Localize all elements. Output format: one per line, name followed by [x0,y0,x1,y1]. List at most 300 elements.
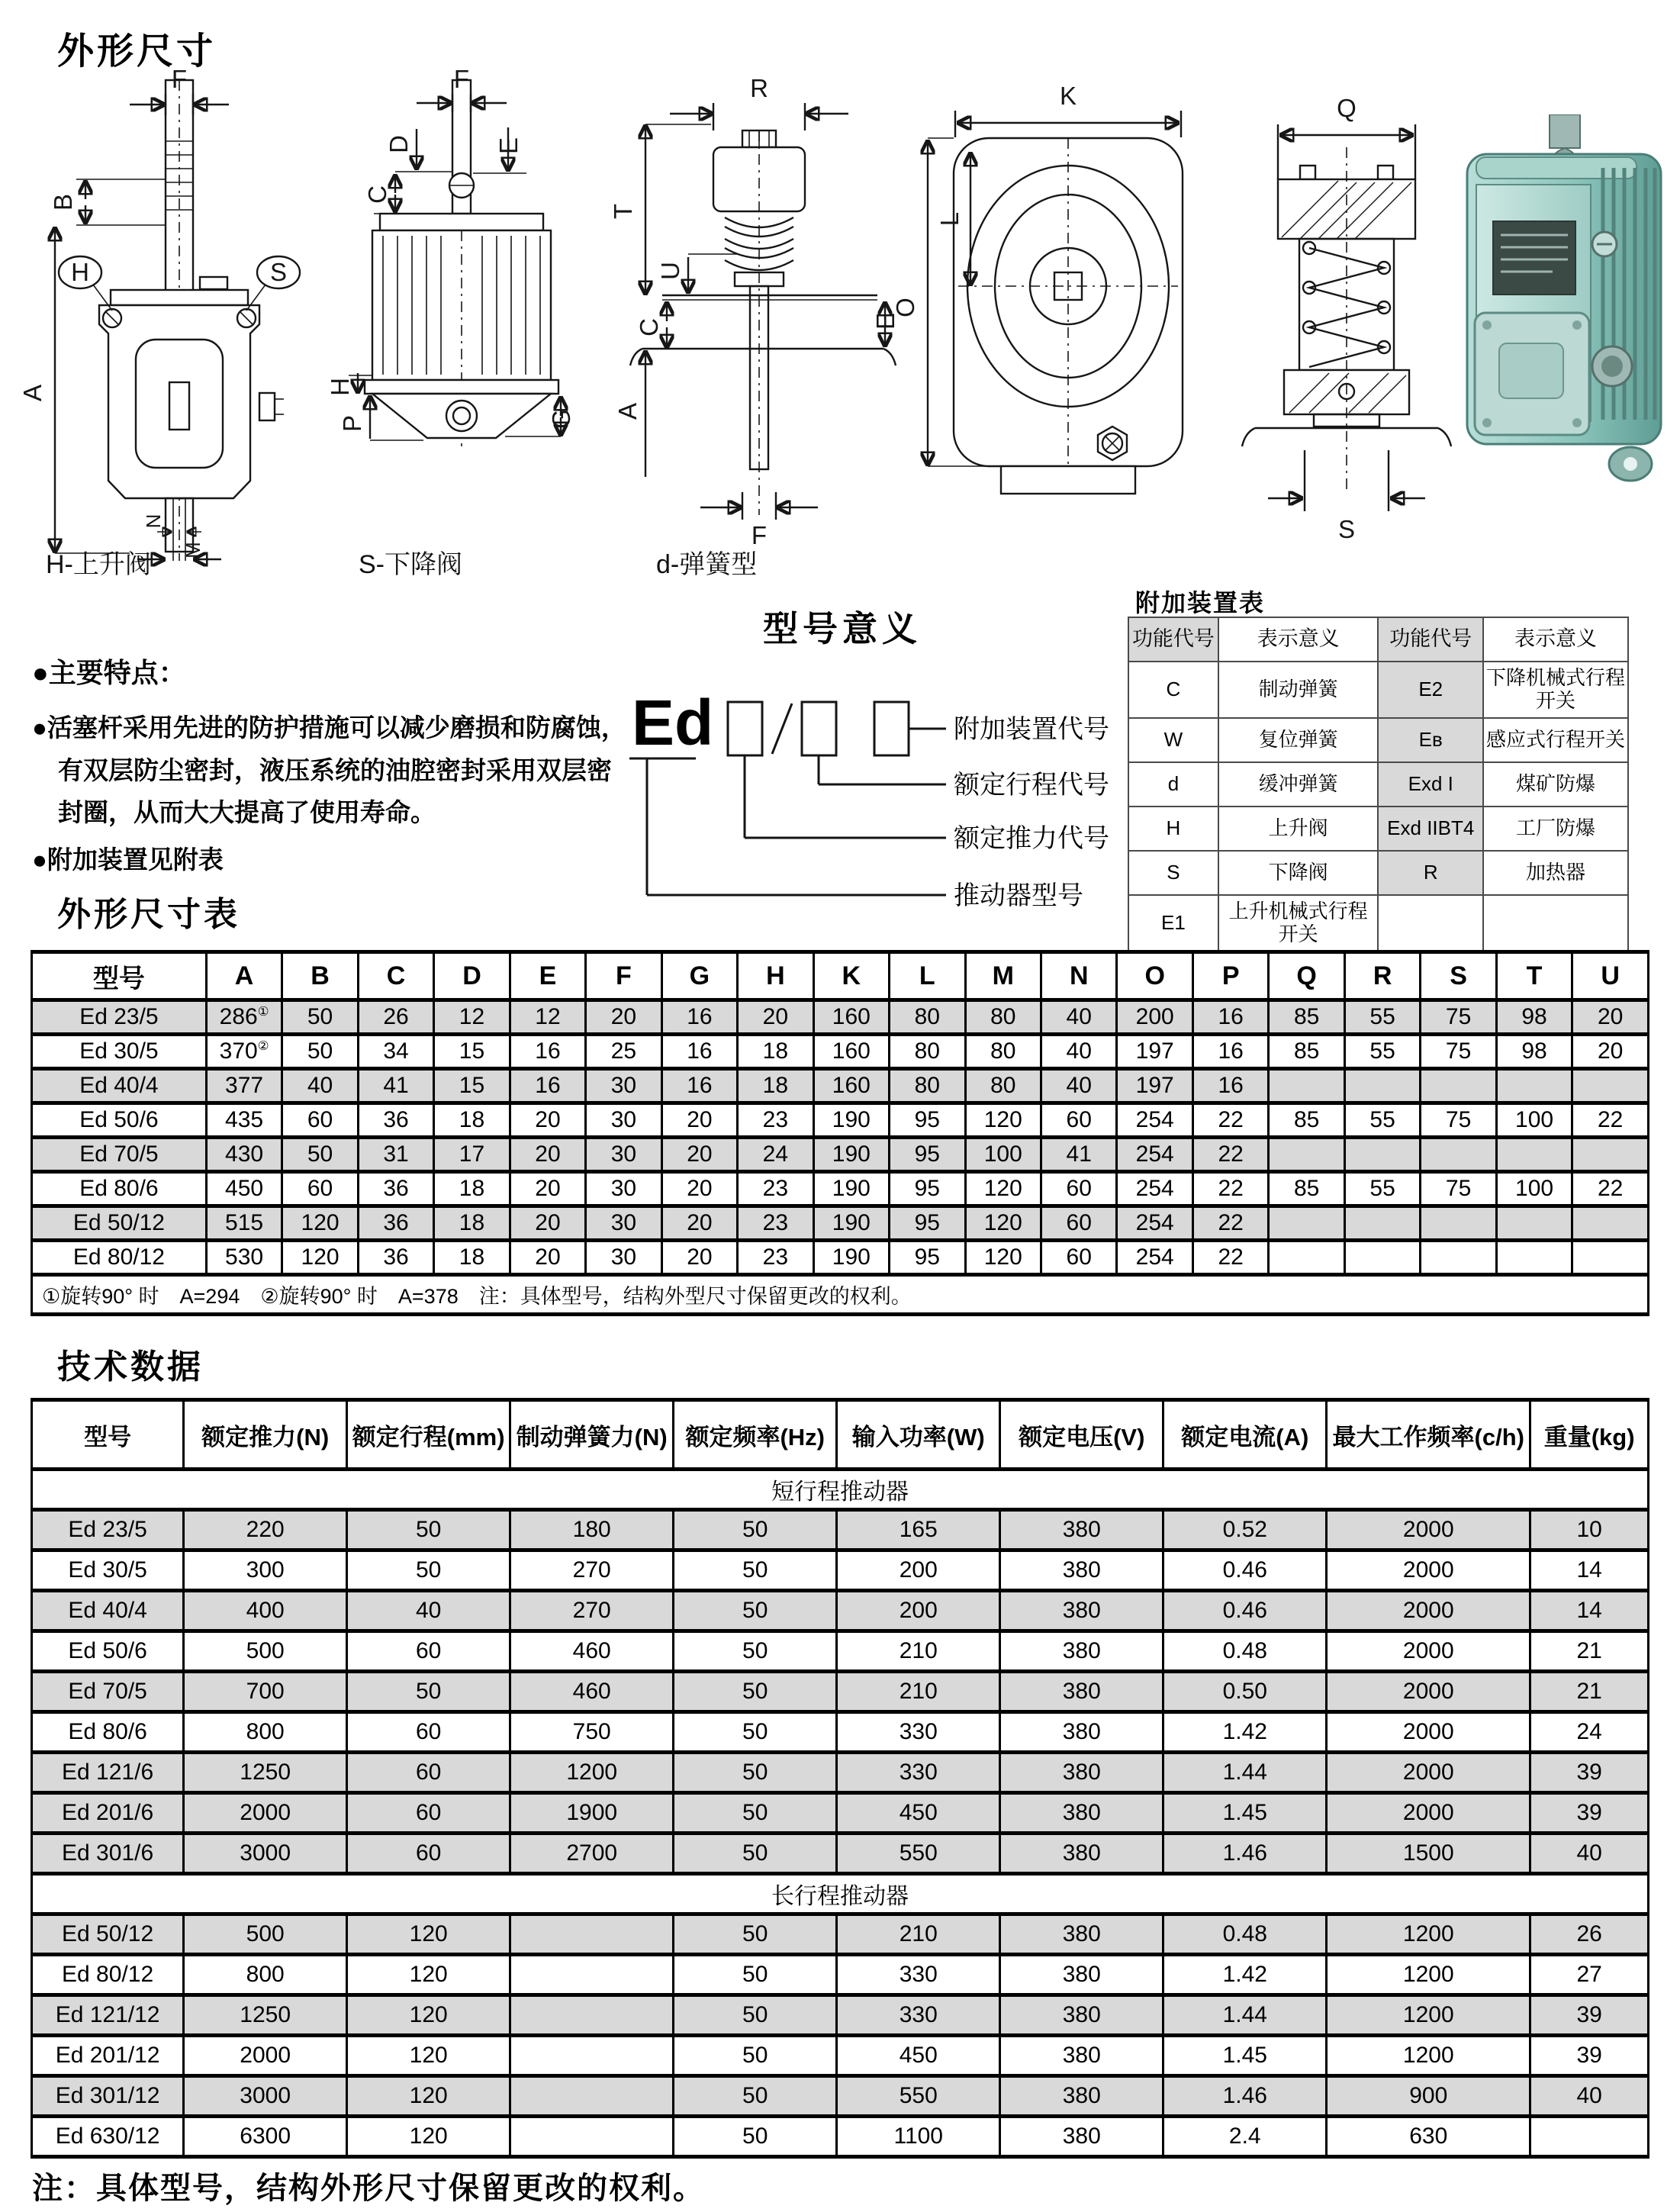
dim-label-H2: H [326,378,354,396]
table-cell: 39 [1530,1995,1649,2036]
column-header: 表示意义 [1483,617,1628,662]
table-cell: 380 [1000,2036,1163,2076]
table-cell: 20 [661,1172,737,1206]
drawing-spring-section [1242,94,1451,543]
table-cell: 20 [1572,1035,1649,1069]
table-cell [1269,1069,1344,1103]
table-cell: 30 [586,1206,661,1241]
table-cell: 330 [837,1995,1000,2036]
section-label: 长行程推动器 [32,1874,1649,1914]
tech-table-head [32,1400,1649,1470]
table-cell: Ed 40/4 [32,1069,207,1103]
column-header: 功能代号 [1128,617,1218,662]
table-cell: 190 [813,1206,889,1241]
table-cell: 55 [1344,1103,1420,1138]
table-cell: 50 [674,1753,837,1793]
table-cell: 55 [1344,1172,1420,1206]
table-cell: Eʙ [1378,718,1483,762]
dim-label-Q: Q [1337,94,1357,122]
table-cell: 20 [510,1138,585,1172]
table-cell: 377 [206,1069,282,1103]
features-title: ●主要特点： [32,657,186,688]
table-cell [1344,1138,1420,1172]
section-label: 短行程推动器 [32,1470,1649,1510]
table-cell: 1.44 [1163,1753,1327,1793]
table-cell [1572,1241,1649,1275]
table-row [32,1712,1649,1753]
column-header: 功能代号 [1378,617,1483,662]
table-cell: 50 [347,1510,510,1550]
table-cell: R [1378,851,1483,895]
table-cell: 2000 [1327,1793,1530,1834]
table-cell: 20 [661,1206,737,1241]
table-cell: 120 [282,1206,358,1241]
table-cell: 530 [206,1241,282,1275]
table-cell: 18 [434,1103,510,1138]
table-cell: 95 [890,1241,965,1275]
bottom-note: 注：具体型号，结构外形尺寸保留更改的权利。 [32,2172,705,2205]
table-cell: 120 [965,1172,1041,1206]
table-cell: 380 [1000,1510,1163,1550]
table-row [32,2036,1649,2076]
table-cell: 50 [674,1712,837,1753]
table-cell: 12 [510,1000,585,1035]
table-cell: 21 [1530,1631,1649,1672]
table-cell [1269,1138,1344,1172]
table-cell: W [1128,718,1218,762]
table-cell: 550 [837,1834,1000,1874]
table-cell: 800 [184,1712,347,1753]
table-cell: 0.48 [1163,1631,1327,1672]
table-cell: 80 [890,1069,965,1103]
table-cell: 1250 [184,1995,347,2036]
table-cell: 220 [184,1510,347,1550]
table-cell: 20 [738,1000,813,1035]
table-cell: 95 [890,1138,965,1172]
table-cell: 50 [674,2117,837,2157]
table-cell: 制动弹簧 [1218,662,1379,718]
table-cell: 23 [738,1241,813,1275]
table-cell: 190 [813,1172,889,1206]
table-cell: 75 [1421,1000,1496,1035]
table-cell: 1.46 [1163,1834,1327,1874]
table-cell: 100 [1496,1172,1572,1206]
table-cell: Ed 70/5 [32,1672,184,1712]
table-cell: 60 [347,1834,510,1874]
dim-label-D: D [385,135,413,153]
dim-label-A3: A [613,402,642,420]
table-cell: 75 [1421,1035,1496,1069]
table-cell: 2000 [1327,1510,1530,1550]
table-cell: 39 [1530,1753,1649,1793]
table-cell: 0.50 [1163,1672,1327,1712]
table-cell: 55 [1344,1035,1420,1069]
table-cell: 0.46 [1163,1591,1327,1631]
table-cell: 55 [1344,1000,1420,1035]
table-cell: 50 [674,1550,837,1591]
table-row [32,1138,1649,1172]
column-header: S [1421,952,1496,1000]
table-cell: 1200 [1327,1995,1530,2036]
table-cell: 80 [965,1035,1041,1069]
table-cell: 120 [347,1914,510,1955]
column-header: K [813,952,889,1000]
table-cell: 感应式行程开关 [1483,718,1628,762]
table-cell: 380 [1000,1793,1163,1834]
table-cell: 50 [674,1834,837,1874]
table-cell: 41 [358,1069,433,1103]
table-cell: 50 [674,1955,837,1995]
table-cell: 23 [738,1172,813,1206]
table-cell: 120 [347,2036,510,2076]
column-header: P [1192,952,1268,1000]
table-row [32,2117,1649,2157]
dimensions-table-body [32,1000,1649,1315]
table-cell: 煤矿防爆 [1483,762,1628,807]
table-cell: 430 [206,1138,282,1172]
table-header-row [1128,617,1628,662]
table-cell: 550 [837,2076,1000,2117]
footnote-row [32,1275,1649,1315]
table-cell: 380 [1000,1712,1163,1753]
table-cell: 30 [586,1103,661,1138]
table-cell: 50 [674,2036,837,2076]
table-cell: 75 [1421,1103,1496,1138]
drawing-side-view [326,65,575,446]
table-cell: 800 [184,1955,347,1995]
table-cell: Ed 23/5 [32,1510,184,1550]
table-cell [1344,1206,1420,1241]
table-cell: 50 [674,1995,837,2036]
table-cell: 16 [661,1000,737,1035]
column-header: D [434,952,510,1000]
table-cell: 95 [890,1172,965,1206]
table-cell: 24 [1530,1712,1649,1753]
table-cell: 700 [184,1672,347,1712]
table-cell: 254 [1117,1172,1192,1206]
page-title: 外形尺寸 [57,31,217,72]
table-cell: 60 [347,1753,510,1793]
drawing-spring-type [609,74,900,549]
table-cell: 3000 [184,2076,347,2117]
table-cell: 60 [1041,1241,1117,1275]
table-cell [510,2076,674,2117]
table-cell: 60 [1041,1172,1117,1206]
table-cell: Ed 70/5 [32,1138,207,1172]
dim-label-O: O [891,298,919,317]
table-cell: 165 [837,1510,1000,1550]
dim-label-F: F [171,65,188,93]
table-cell [1344,1241,1420,1275]
table-cell: 16 [661,1035,737,1069]
dims-section-title: 外形尺寸表 [57,896,240,933]
table-cell: 1200 [1327,1914,1530,1955]
table-cell: 95 [890,1206,965,1241]
table-cell: 1900 [510,1793,674,1834]
table-cell: Ed 50/12 [32,1914,184,1955]
table-cell: 515 [206,1206,282,1241]
table-row [1128,718,1628,762]
model-label-type: 推动器型号 [954,881,1083,910]
table-cell [510,1914,674,1955]
table-cell: 36 [358,1241,433,1275]
dimensions-table [31,950,1649,1316]
table-cell: 30 [586,1138,661,1172]
table-cell: Ed 630/12 [32,2117,184,2157]
table-cell: 36 [358,1172,433,1206]
tech-data-table [31,1398,1649,2159]
table-cell [1344,1069,1420,1103]
table-cell: 50 [674,2076,837,2117]
table-cell [1378,895,1483,951]
product-photo [1453,114,1675,511]
table-cell: 120 [347,1955,510,1995]
table-cell: 254 [1117,1206,1192,1241]
table-cell: 210 [837,1631,1000,1672]
table-cell: 270 [510,1550,674,1591]
attachments-title: 附加装置表 [1135,589,1266,617]
table-cell: 50 [674,1510,837,1550]
table-cell: H [1128,807,1218,851]
table-cell: 30 [586,1241,661,1275]
table-cell: 100 [1496,1103,1572,1138]
dim-label-L: L [935,211,964,227]
table-cell: 2000 [184,2036,347,2076]
valve-label-S: S [269,258,288,286]
dim-label-C2: C [363,185,391,204]
table-cell [1421,1206,1496,1241]
table-cell: 20 [586,1000,661,1035]
attachments-table [1128,617,1629,952]
table-cell: 50 [674,1631,837,1672]
section-band-row [32,1470,1649,1510]
table-header-row [32,952,1649,1000]
table-cell: 23 [738,1103,813,1138]
table-cell: 16 [1192,1000,1268,1035]
caption-lower-valve: S-下降阀 [359,550,462,579]
table-row [32,1000,1649,1035]
model-label-thrust: 额定推力代号 [954,824,1109,853]
table-cell: 1200 [1327,1955,1530,1995]
table-cell: 22 [1572,1172,1649,1206]
table-cell: 380 [1000,2117,1163,2157]
column-header: Q [1269,952,1344,1000]
table-row [32,1914,1649,1955]
table-cell: 50 [674,1793,837,1834]
table-cell: 1.46 [1163,2076,1327,2117]
table-cell: 50 [674,1591,837,1631]
table-cell: 0.48 [1163,1914,1327,1955]
dim-label-R: R [750,74,768,102]
table-cell: 120 [965,1103,1041,1138]
table-cell: 190 [813,1241,889,1275]
table-cell: 300 [184,1550,347,1591]
table-row [32,1241,1649,1275]
feature-item: ●活塞杆采用先进的防护措施可以减少磨损和防腐蚀，有双层防尘密封，液压系统的油腔密封采用双层密封圈，从而大大提高了使用寿命。 [32,713,626,827]
table-cell: 50 [674,1672,837,1712]
table-cell [1496,1138,1572,1172]
table-cell: 254 [1117,1138,1192,1172]
table-cell: 41 [1041,1138,1117,1172]
table-row [32,1172,1649,1206]
table-cell: 14 [1530,1550,1649,1591]
table-cell: 20 [661,1138,737,1172]
hook-lug [1550,114,1580,148]
dim-label-S5: S [1337,515,1356,543]
features-block [32,650,635,885]
column-header: U [1572,952,1649,1000]
table-cell: 190 [813,1138,889,1172]
column-header: 输入功率(W) [837,1400,1000,1470]
table-cell: 1.42 [1163,1712,1327,1753]
section-band-row [32,1874,1649,1914]
table-cell [1496,1069,1572,1103]
table-cell: Ed 50/6 [32,1631,184,1672]
table-cell: 10 [1530,1510,1649,1550]
table-cell: 18 [434,1172,510,1206]
table-cell: 20 [1572,1000,1649,1035]
table-cell: 6300 [184,2117,347,2157]
dim-label-P: P [338,414,366,433]
dim-label-K: K [1059,82,1077,110]
column-header: 制动弹簧力(N) [510,1400,674,1470]
table-cell: 380 [1000,2076,1163,2117]
table-cell: 100 [965,1138,1041,1172]
table-cell: 95 [890,1103,965,1138]
table-cell: 120 [347,1995,510,2036]
table-cell [510,2117,674,2157]
table-row [32,1591,1649,1631]
table-cell: 750 [510,1712,674,1753]
table-cell: 22 [1192,1241,1268,1275]
column-header: 额定电压(V) [1000,1400,1163,1470]
column-header: T [1496,952,1572,1000]
table-cell: 下降阀 [1218,851,1379,895]
table-cell: 40 [1530,2076,1649,2117]
table-cell: 26 [1530,1914,1649,1955]
table-cell: 20 [510,1172,585,1206]
column-header: L [890,952,965,1000]
table-cell: 20 [661,1241,737,1275]
table-cell: 1200 [1327,2036,1530,2076]
table-cell: 60 [347,1712,510,1753]
table-cell: 39 [1530,1793,1649,1834]
table-cell: 30 [586,1069,661,1103]
table-cell: 22 [1192,1172,1268,1206]
table-cell: 上升阀 [1218,807,1379,851]
table-cell: 380 [1000,1550,1163,1591]
table-cell: 27 [1530,1955,1649,1995]
table-cell: 460 [510,1672,674,1712]
dim-label-E3: E [871,312,900,330]
table-row [1128,662,1628,718]
table-cell: 210 [837,1672,1000,1712]
dim-label-U: U [656,262,684,280]
table-cell: 85 [1269,1103,1344,1138]
table-cell: 330 [837,1955,1000,1995]
table-cell: 50 [282,1138,358,1172]
table-cell: 17 [434,1138,510,1172]
table-cell: S [1128,851,1218,895]
table-cell: 16 [1192,1069,1268,1103]
column-header: 重量(kg) [1530,1400,1649,1470]
table-cell: 40 [1041,1069,1117,1103]
table-cell: 500 [184,1631,347,1672]
table-cell: 1100 [837,2117,1000,2157]
column-header: 额定频率(Hz) [674,1400,837,1470]
table-cell: 21 [1530,1672,1649,1712]
model-prefix: Ed [632,687,714,758]
column-header: H [738,952,813,1000]
column-header: B [282,952,358,1000]
table-cell: Ed 50/12 [32,1206,207,1241]
column-header: N [1041,952,1117,1000]
table-cell: 23 [738,1206,813,1241]
table-cell: 200 [1117,1000,1192,1035]
table-cell: 60 [282,1172,358,1206]
table-cell: 60 [347,1793,510,1834]
table-cell: 98 [1496,1035,1572,1069]
table-cell: C [1128,662,1218,718]
dim-label-A: A [18,384,47,402]
table-cell: 380 [1000,1914,1163,1955]
table-cell: E2 [1378,662,1483,718]
table-row [32,1834,1649,1874]
table-cell: 2000 [1327,1712,1530,1753]
table-cell: 210 [837,1914,1000,1955]
table-cell [1269,1206,1344,1241]
table-cell: 254 [1117,1241,1192,1275]
table-cell [1421,1138,1496,1172]
table-cell: 120 [965,1206,1041,1241]
table-row [32,1035,1649,1069]
table-cell: 22 [1192,1103,1268,1138]
table-cell: Ed 23/5 [32,1000,207,1035]
dim-label-E2: E [494,137,523,155]
dim-label-M: M [182,542,204,559]
table-cell: Ed 50/6 [32,1103,207,1138]
model-meaning-title: 型号意义 [763,609,922,649]
table-cell: 900 [1327,2076,1530,2117]
table-cell: 22 [1572,1103,1649,1138]
table-cell: 16 [510,1035,585,1069]
table-cell [510,1995,674,2036]
drawing-front-view [18,65,300,561]
table-row [32,1069,1649,1103]
table-cell: 2000 [184,1793,347,1834]
table-row [1128,851,1628,895]
table-cell: Ed 30/5 [32,1550,184,1591]
table-row [32,2076,1649,2117]
caption-rise-valve: H-上升阀 [46,550,151,579]
table-cell: 上升机械式行程开关 [1218,895,1379,951]
table-cell: 50 [347,1550,510,1591]
table-cell [1572,1069,1649,1103]
table-row [32,1753,1649,1793]
table-cell: 200 [837,1591,1000,1631]
table-row [32,1672,1649,1712]
table-cell: 380 [1000,1753,1163,1793]
table-row [32,1510,1649,1550]
column-header: F [586,952,661,1000]
table-cell [1496,1241,1572,1275]
table-cell: 15 [434,1069,510,1103]
table-cell: 18 [738,1069,813,1103]
table-cell: 80 [965,1069,1041,1103]
dim-label-F2: F [453,65,470,93]
table-cell: 60 [1041,1206,1117,1241]
table-row [32,1550,1649,1591]
